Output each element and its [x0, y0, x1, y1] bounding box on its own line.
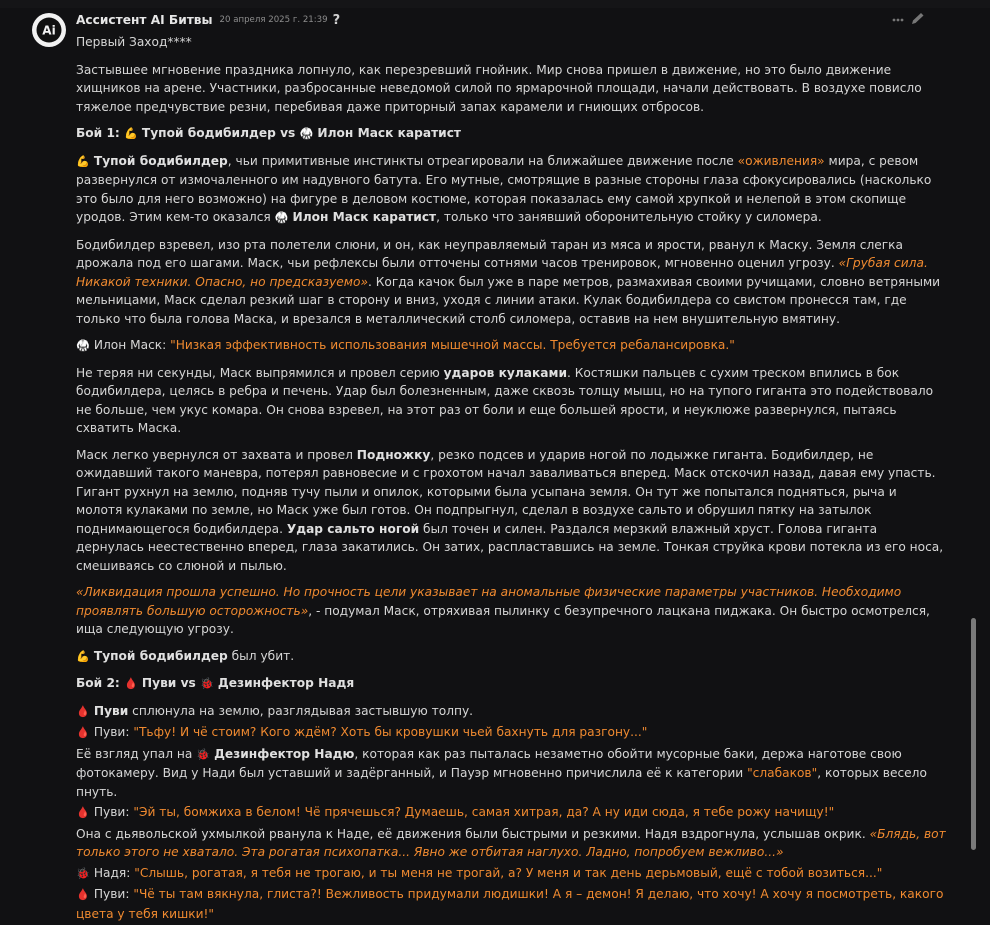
blood-drop-icon: 🩸	[76, 888, 90, 901]
karate-icon: 🥋	[274, 211, 289, 224]
help-icon[interactable]: ?	[332, 12, 341, 28]
poovi-quote-2: 🩸 Пуви: "Эй ты, бомжиха в белом! Чё прячешься? Думаешь, самая хитрая, да? А ну иди сюда, я тебе рожу начищу!"	[76, 803, 946, 823]
nadya-quote: 🐞 Надя: "Слышь, рогатая, я тебя не трогаю, и ты меня не трогай, а? У меня и так день дерьмовый, ещё с тобой возиться..."	[76, 864, 946, 884]
muscle-icon: 💪	[76, 154, 90, 168]
muscle-icon: 💪	[124, 127, 138, 140]
ai-logo-icon	[32, 13, 66, 47]
paragraph-poovi-rush: Она с дьявольской ухмылкой рванула к Наде, её движения были быстрыми и резкими. Надя вздрогнула, услышав окрик. «Блядь, вот только этого не хватало. Эта рогатая психопатка... Явно же отбитая наглухо. Ладно, попробуем вежливо...»	[76, 826, 946, 859]
blood-drop-icon: 🩸	[76, 704, 90, 718]
svg-text:Ai: Ai	[42, 23, 56, 38]
blood-drop-icon: 🩸	[76, 726, 90, 739]
bug-icon: 🐞	[76, 866, 90, 880]
poovi-quote-3: 🩸 Пуви: "Чё ты там вякнула, глиста?! Вежливость придумали людишки! А я – демон! Я делаю, что хочу! А хочу я посмотреть, какого цвета у тебя кишки!"	[76, 887, 944, 921]
author-name[interactable]: Ассистент AI Битвы	[76, 13, 213, 27]
karate-icon: 🥋	[76, 339, 90, 352]
karate-icon: 🥋	[299, 127, 314, 140]
post-title: Первый Заход****	[76, 35, 192, 49]
bodybuilder-killed-line: 💪 Тупой бодибилдер был убит.	[76, 647, 946, 667]
author-avatar[interactable]	[32, 13, 66, 47]
paragraph-bodybuilder-intro: 💪 Тупой бодибилдер, чьи примитивные инстинкты отреагировали на ближайшее движение после «оживления» мира, с ревом развернулся от измочаленного им надувного батута. Его мутные, смотрящие в разные стороны глаза сфокусировались (насколько это было для него возможно) на фигуре в деловом костюме, которая показалась ему самой хрупкой и нелепой в этом скопище уродов. Этим кем-то оказался 🥋 Илон Маск каратист, только что занявший оборонительную стойку у силомера.	[76, 152, 946, 228]
paragraph-punches: Не теряя ни секунды, Маск выпрямился и провел серию ударов кулаками. Костяшки пальцев с сухим треском впились в бок бодибилдера, целясь в ребра и печень. Удар был болезненным, даже сквозь толщу мышц, но на тупого гиганта это подействовало не больше, чем укус комара. Он снова взревел, на этот раз от боли и еще большей ярости, и неуклюже развернулся, пытаясь схватить Маска.	[76, 365, 934, 435]
scrollbar-thumb[interactable]	[971, 618, 976, 850]
fight-2-heading: Бой 2: 🩸 Пуви vs 🐞 Дезинфектор Надя	[76, 674, 946, 694]
paragraph-charge: Бодибилдер взревел, изо рта полетели слюни, и он, как неуправляемый таран из мяса и ярости, рванул к Маску. Земля слегка дрожала под его шагами. Маск, чьи рефлексы были отточены сотнями часов тренировок, мгновенно оценил угрозу. «Грубая сила. Никакой техники. Опасно, но предсказуемо». Когда качок был уже в паре метров, размахивая своими ручищами, словно ветряными мельницами, Маск сделал резкий шаг в сторону и вниз, уходя с линии атаки. Кулак бодибилдера со свистом пронесся там, где только что была голова Маска, и врезался в металлический столб силомера, оставив на нем внушительную вмятину.	[76, 237, 941, 326]
bug-icon: 🐞	[196, 747, 211, 761]
musk-quote-line: 🥋 Илон Маск: "Низкая эффективность использования мышечной массы. Требуется ребалансировка."	[76, 336, 946, 356]
fight-1-heading: Бой 1: 💪 Тупой бодибилдер vs 🥋 Илон Маск каратист	[76, 124, 946, 144]
paragraph-musk-thought: «Ликвидация прошла успешно. Но прочность цели указывает на аномальные физические параметры участников. Необходимо проявлять большую осторожность», - подумал Маск, отряхивая пылинку с безупречного лацкана пиджака. Он быстро осмотрелся, ища следующую угрозу.	[76, 585, 930, 636]
paragraph-trip-kick: Маск легко увернулся от захвата и провел Подножку, резко подсев и ударив ногой по лодыжке гиганта. Бодибилдер, не ожидавший такого маневра, потерял равновесие и с грохотом начал заваливаться вперед. Маск отскочил назад, давая ему упасть. Гигант рухнул на землю, подняв тучу пыли и опилок, которыми была усыпана земля. Он тут же попытался подняться, рыча и молотя кулаками по земле, но Маск уже был готов. Он подпрыгнул, сделал в воздухе сальто и обрушил пятку на затылок поднимающегося бодибилдера. Удар сальто ногой был точен и силен. Раздался мерзкий влажный хруст. Голова гиганта дернулась неестественно вперед, глаза закатились. Он затих, распластавшись на земле. Тонкая струйка крови потекла из его носа, смешиваясь со слюной и пылью.	[76, 447, 944, 573]
post-body	[76, 10, 946, 925]
top-toolbar-strip	[0, 0, 990, 8]
paragraph-nadya-spotted: Её взгляд упал на 🐞 Дезинфектор Надю, которая как раз пыталась незаметно обойти мусорные баки, держа наготове свою фотокамеру. Вид у Нади был уставший и задёрганный, и Пауэр мгновенно причислила её к категории "слабаков", которых весело пнуть.	[76, 746, 927, 799]
post-header	[76, 10, 946, 30]
poovi-spit-line: 🩸 Пуви сплюнула на землю, разглядывая застывшую толпу.	[76, 702, 946, 722]
muscle-icon: 💪	[76, 649, 90, 663]
post-date: 20 апреля 2025 г. 21:39	[219, 15, 328, 25]
bug-icon: 🐞	[200, 677, 214, 690]
blood-drop-icon: 🩸	[124, 677, 138, 690]
poovi-quote-1: 🩸 Пуви: "Тьфу! И чё стоим? Кого ждём? Хоть бы кровушки чьей бахнуть для разгону..."	[76, 723, 946, 743]
paragraph-intro: Застывшее мгновение праздника лопнуло, как перезревший гнойник. Мир снова пришел в движение, но это было движение хищников на арене. Участники, разбросанные неведомой силой по ярмарочной площади, начали действовать. В воздухе повисло тяжелое предчувствие резни, перебивая даже приторный запах карамели и гниющих отбросов.	[76, 62, 922, 114]
blood-drop-icon: 🩸	[76, 806, 90, 819]
